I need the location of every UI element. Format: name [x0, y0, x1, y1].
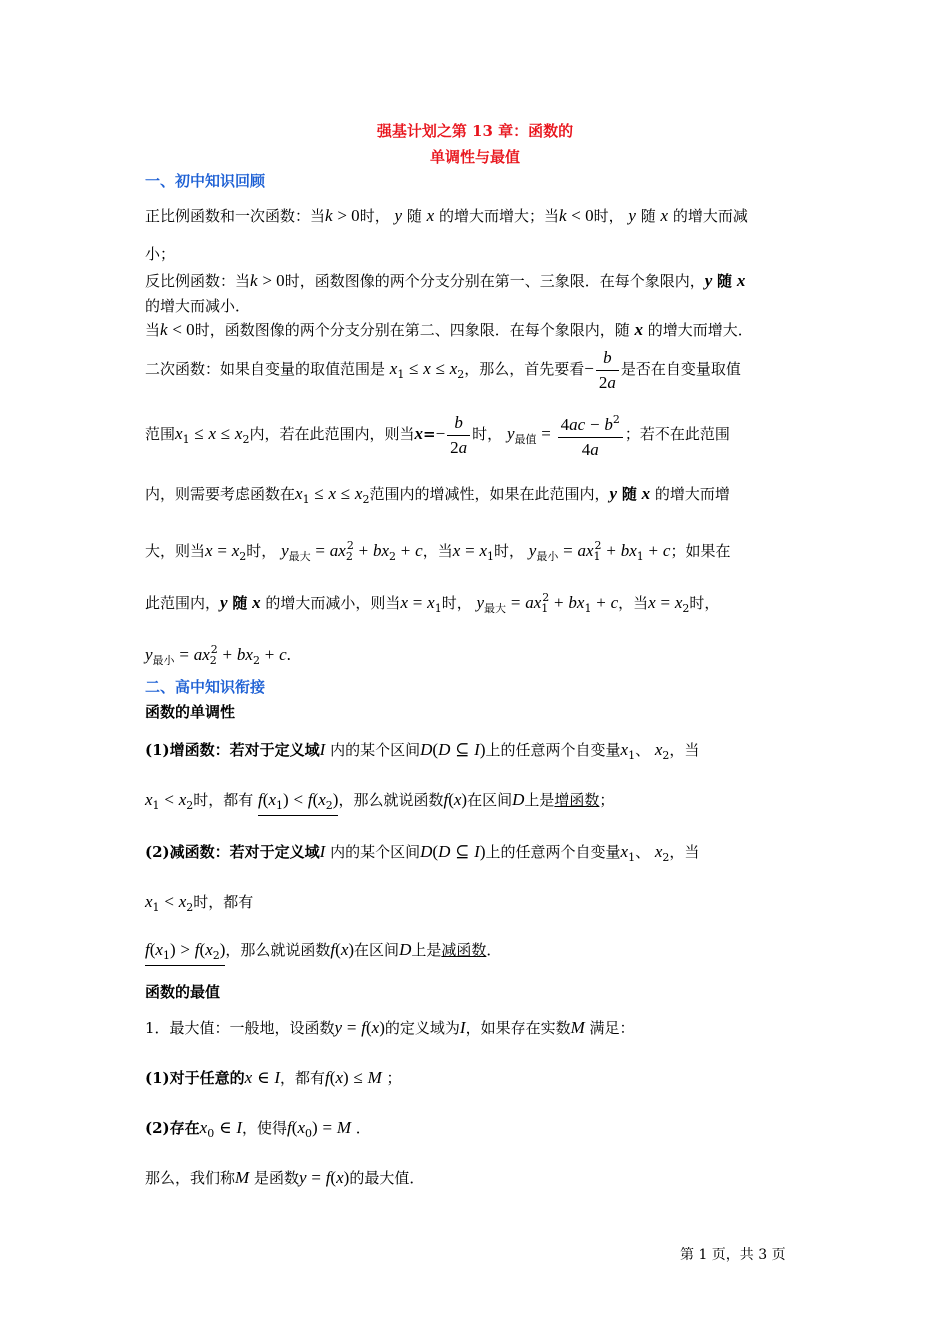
text-line: 小；: [145, 245, 176, 263]
text-line: $f(x_1) > f(x_2)$，那么就说函数f(x)在区间D上是减函数．: [145, 940, 501, 966]
text-line: 正比例函数和一次函数：当k > 0时， y 随 x 的增大而增大；当k < 0时， y 随 x 的增大而减: [145, 206, 748, 225]
increasing-condition-formula: $f(x_1) < f(x_2)$: [258, 791, 338, 816]
section-heading-2: 二、高中知识衔接: [145, 678, 266, 696]
text-line: (1)对于任意的x ∈ I，都有f(x) ≤ M ；: [145, 1068, 402, 1087]
text-line: 的增大而减小．: [145, 297, 251, 315]
text-line: 大，则当$x = x_2$时， $y_{最大} = ax_2^2 + bx_2 + c$，当$x = x_1$时， $y_{最小} = ax_1^2 + bx_1 + c$；如果在: [145, 539, 731, 563]
text-line: (1)增函数：若对于定义域I 内的某个区间D(D ⊆ I)上的任意两个自变量$x_1$、 $x_2$，当: [145, 740, 700, 762]
page-title-line2: 单调性与最值: [429, 148, 520, 166]
subheading-extrema: 函数的最值: [145, 983, 221, 1001]
text-line: (2)减函数：若对于定义域I 内的某个区间D(D ⊆ I)上的任意两个自变量$x_1$、 $x_2$，当: [145, 842, 700, 864]
term-decreasing-function: 减函数: [441, 941, 487, 959]
text-line: 内，则需要考虑函数在$x_1 \le x \le x_2$范围内的增减性，如果在此范围内，y 随 x 的增大而增: [145, 484, 730, 506]
fraction-b-over-2a: $\frac{b}{2a}$: [596, 348, 619, 393]
text-line: 那么，我们称M 是函数y = f(x)的最大值．: [145, 1168, 425, 1187]
text-line: 此范围内，y 随 x 的增大而减小，则当$x = x_1$时， $y_{最大} = ax_1^2 + bx_1 + c$，当$x = x_2$时，: [145, 591, 720, 615]
text-line: $x_1 < x_2$时，都有: [145, 892, 254, 914]
text-line: (2)存在$x_0$ ∈ I，使得$f(x_0) = M$ ．: [145, 1118, 371, 1140]
page-number: 第 1 页，共 3 页: [680, 1247, 786, 1263]
text-line: $x_1 < x_2$时，都有 $f(x_1) < f(x_2)$，那么就说函数f(x)在区间D上是增函数；: [145, 790, 614, 816]
fraction-b-over-2a: $\frac{b}{2a}$: [447, 413, 470, 458]
text-line: 当k < 0时，函数图像的两个分支分别在第二、四象限．在每个象限内，随 x 的增大而增大．: [145, 320, 753, 339]
text-line: 1．最大值：一般地，设函数y = f(x)的定义域为I，如果存在实数M 满足：: [145, 1018, 635, 1037]
decreasing-condition-formula: $f(x_1) > f(x_2)$: [145, 941, 225, 966]
text-line: 二次函数：如果自变量的取值范围是 $x_1 \le x \le x_2$，那么，首先要看− $\frac{b}{2a}$ 是否在自变量取值: [145, 347, 741, 392]
page-title-line1: 强基计划之第 13 章：函数的: [376, 122, 574, 140]
text-line: 反比例函数：当k > 0时，函数图像的两个分支分别在第一、三象限．在每个象限内，y 随 x: [145, 271, 746, 290]
text-line: 范围$x_1 \le x \le x_2$内，若在此范围内，则当x=− $\frac{b}{2a}$ 时， $y_{最值}$ = $\frac{4ac - b^2}{4a}$ ；若不在此范围: [145, 410, 730, 463]
subheading-monotonicity: 函数的单调性: [145, 703, 236, 721]
fraction-vertex-value: $\frac{4ac - b^2}{4a}$: [558, 410, 623, 460]
section-heading-1: 一、初中知识回顾: [145, 172, 266, 190]
formula-line: $y_{最小} = ax_2^2 + bx_2 + c$.: [145, 643, 291, 667]
term-increasing-function: 增函数: [554, 791, 600, 809]
